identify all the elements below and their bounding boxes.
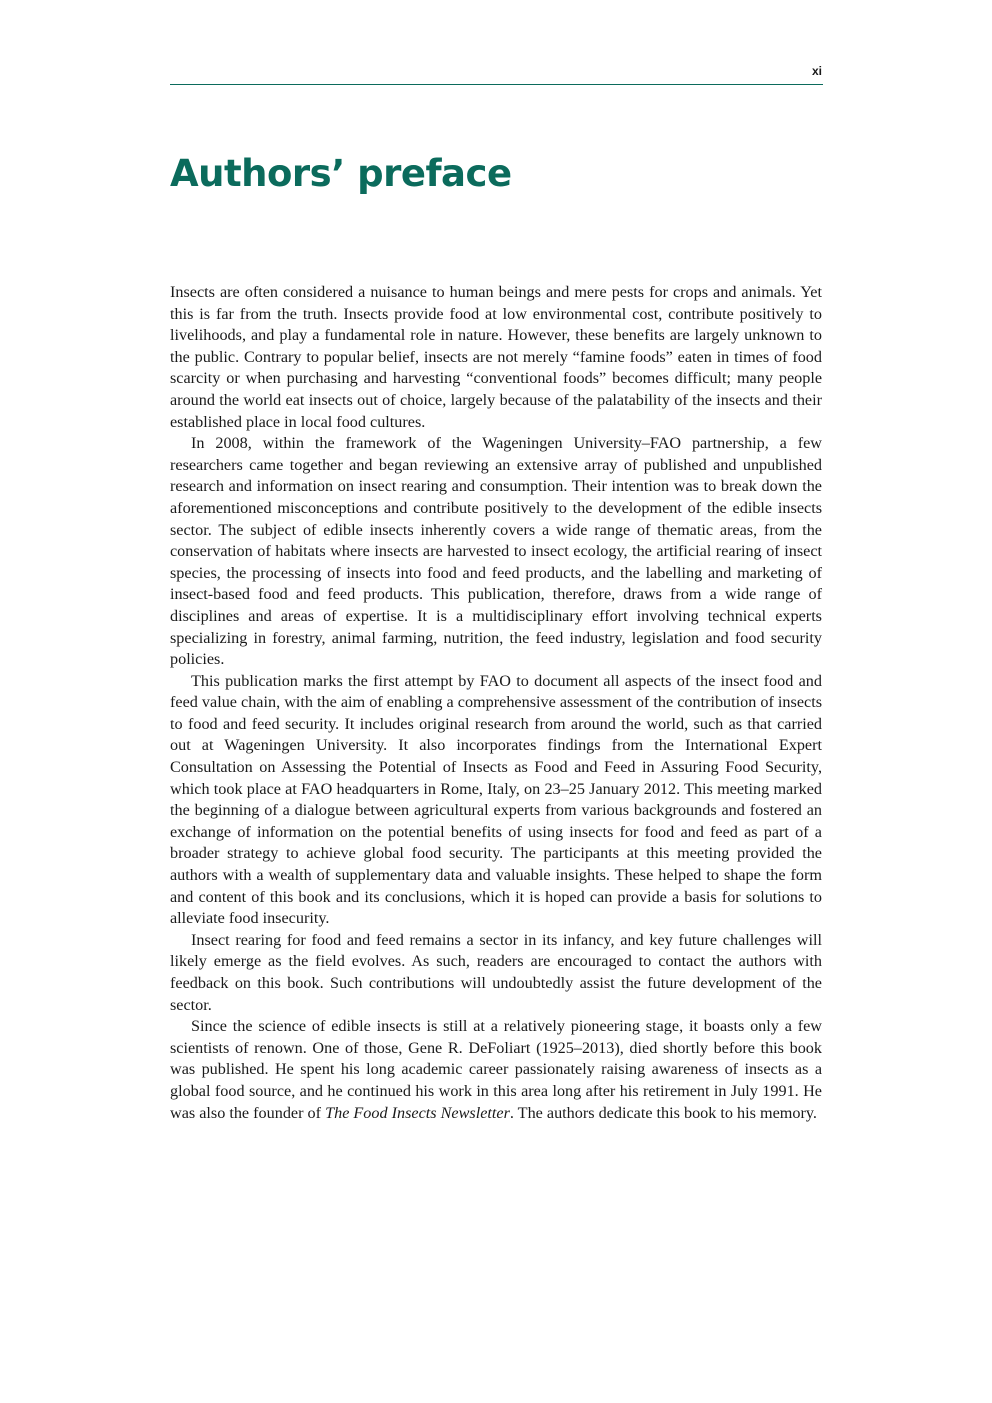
paragraph-5-text-end: . The authors dedicate this book to his memory. <box>509 1103 817 1122</box>
paragraph-5-text-start: Since the science of edible insects is still at a relatively pioneering stage, it boasts only a few scientists of renown. One of those, Gene R. DeFoliart (1925–2013), died shortly before this book was published. He spent his long academic career passionately raising awareness of insects as a global food source, and he continued his work in this area long after his retirement in July 1991. He was also the founder of <box>170 1017 822 1122</box>
header-rule <box>170 84 823 85</box>
newsletter-title: The Food Insects Newsletter <box>325 1103 510 1122</box>
page-number: xi <box>811 64 822 78</box>
paragraph-5 <box>170 1016 822 1124</box>
page-title: Authors’ preface <box>170 152 512 195</box>
paragraph-1: Insects are often considered a nuisance to human beings and mere pests for crops and animals. Yet this is far from the truth. Insects provide food at low environmental cost, contribute positively to livelihoods, and play a fundamental role in nature. However, these benefits are largely unknown to the public. Contrary to popular belief, insects are not merely “famine foods” eaten in times of food scarcity or when purchasing and harvesting “conventional foods” becomes difficult; many people around the world eat insects out of choice, largely because of the palatability of the insects and their established place in local food cultures. <box>170 283 822 431</box>
paragraph-4: Insect rearing for food and feed remains a sector in its infancy, and key future challenges will likely emerge as the field evolves. As such, readers are encouraged to contact the authors with feedback on this book. Such contributions will undoubtedly assist the future development of the sector. <box>170 930 822 1014</box>
body-text <box>170 282 822 1124</box>
paragraph-2: In 2008, within the framework of the Wageningen University–FAO partnership, a few researchers came together and began reviewing an extensive array of published and unpublished research and information on insect rearing and consumption. Their intention was to break down the aforementioned misconceptions and contribute positively to the development of the edible insects sector. The subject of edible insects inherently covers a wide range of thematic areas, from the conservation of habitats where insects are harvested to insect ecology, the artificial rearing of insect species, the processing of insects into food and feed products, and the labelling and marketing of insect-based food and feed products. This publication, therefore, draws from a wide range of disciplines and areas of expertise. It is a multidisciplinary effort involving technical experts specializing in forestry, animal farming, nutrition, the feed industry, legislation and food security policies. <box>170 434 822 669</box>
paragraph-3: This publication marks the first attempt by FAO to document all aspects of the insect food and feed value chain, with the aim of enabling a comprehensive assessment of the contribution of insects to food and feed security. It includes original research from around the world, such as that carried out at Wageningen University. It also incorporates findings from the International Expert Consultation on Assessing the Potential of Insects as Food and Feed in Assuring Food Security, which took place at FAO headquarters in Rome, Italy, on 23–25 January 2012. This meeting marked the beginning of a dialogue between agricultural experts from various backgrounds and fostered an exchange of information on the potential benefits of using insects for food and feed as part of a broader strategy to achieve global food security. The participants at this meeting provided the authors with a wealth of supplementary data and valuable insights. These helped to shape the form and content of this book and its conclusions, which it is hoped can provide a basis for solutions to alleviate food insecurity. <box>170 671 822 928</box>
